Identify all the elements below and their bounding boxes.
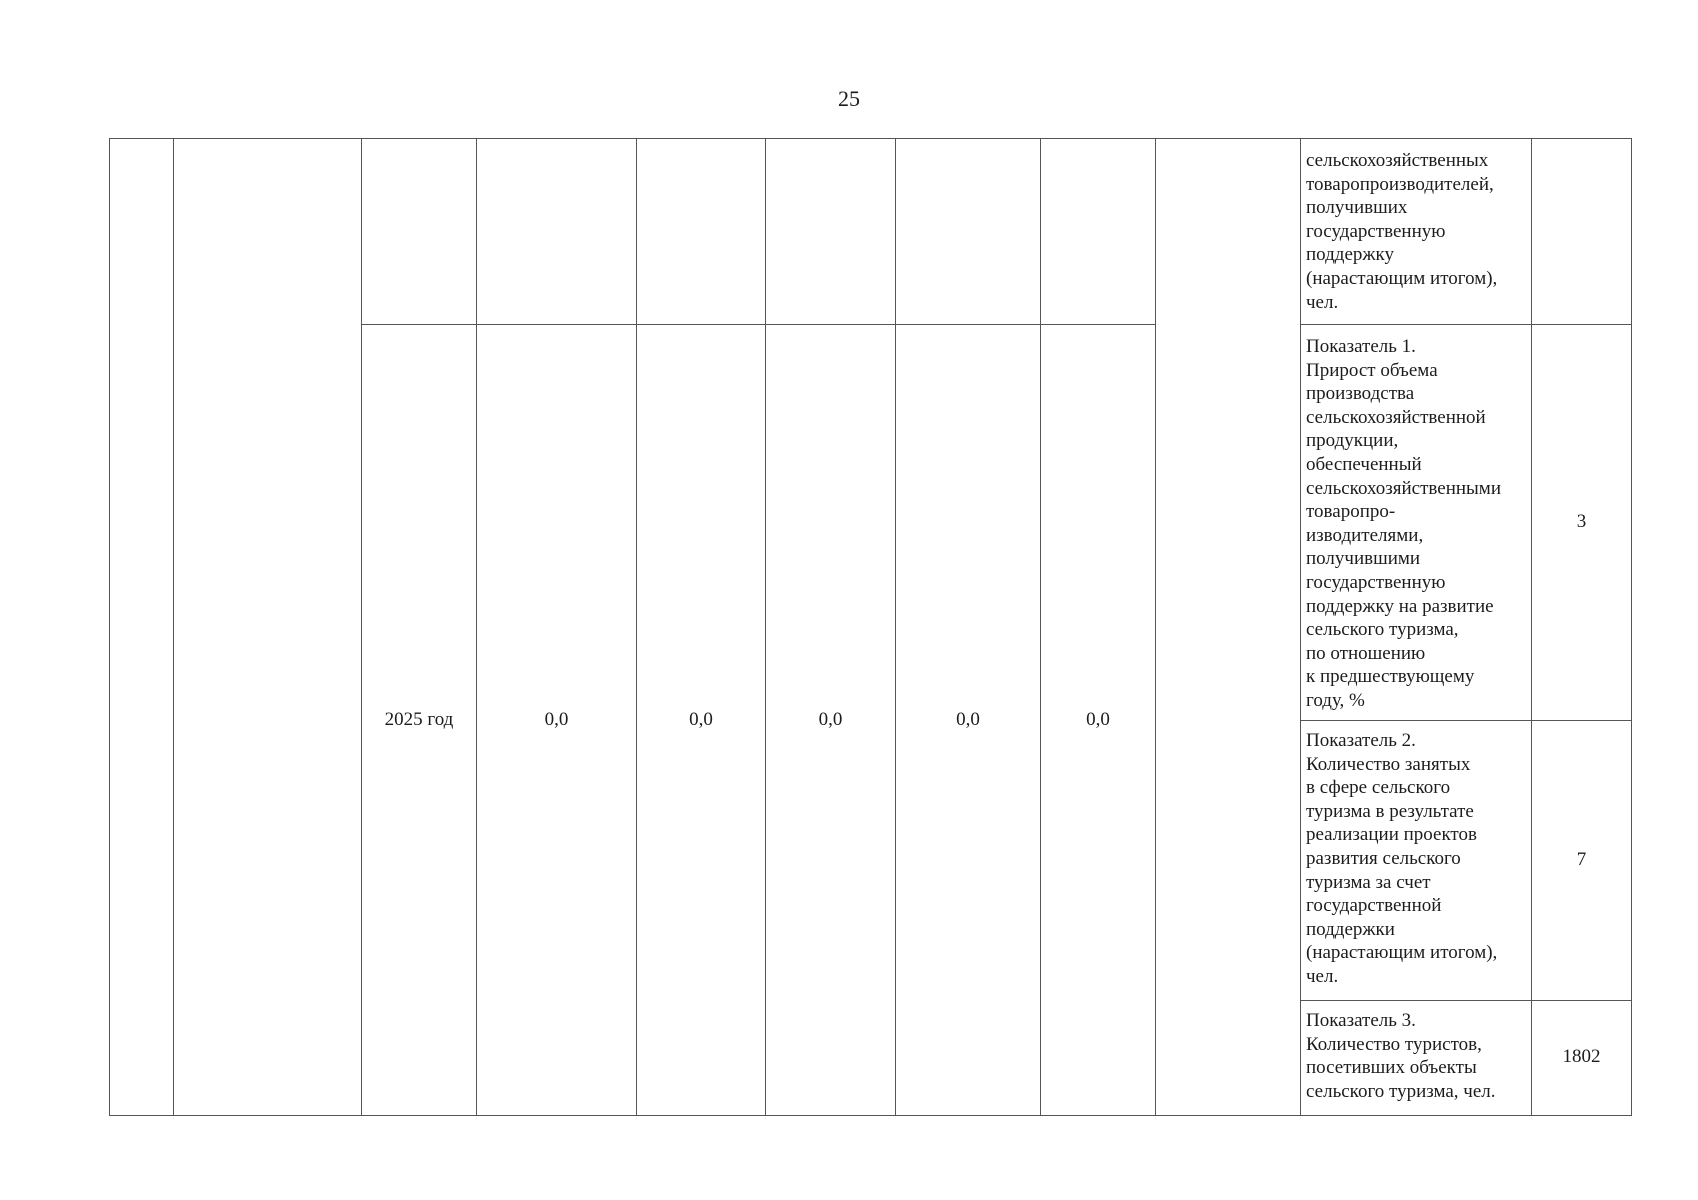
indicator-3-text: Показатель 3. Количество туристов, посетивших объекты сельского туризма, чел.	[1306, 1010, 1496, 1102]
row-divider	[1300, 720, 1632, 721]
column-divider	[1155, 138, 1156, 1116]
column-divider	[476, 138, 477, 1116]
row-divider	[1300, 1000, 1632, 1001]
amount-cell: 0,0	[956, 709, 980, 730]
row-divider	[361, 324, 1156, 325]
indicator-2-value: 7	[1576, 849, 1587, 870]
column-divider	[173, 138, 174, 1116]
column-divider	[1300, 138, 1301, 1116]
indicator-2-text: Показатель 2. Количество занятых в сфере сельского туризма в результате реализации проектов развития сельского туризма за счет государственной поддержки (нарастающим итогом), чел.	[1306, 730, 1498, 987]
table-border-left	[109, 138, 110, 1116]
amount-cell: 0,0	[818, 709, 843, 730]
amount-cell: 0,0	[689, 709, 713, 730]
table-border-top	[109, 138, 1632, 139]
column-divider	[1531, 138, 1532, 1116]
column-divider	[361, 138, 362, 1116]
column-divider	[1040, 138, 1041, 1116]
indicator-3-value: 1802	[1562, 1046, 1601, 1067]
indicator-1-value: 3	[1576, 511, 1587, 532]
table-border-bottom	[109, 1115, 1632, 1116]
column-divider	[895, 138, 896, 1116]
table-border-right	[1631, 138, 1632, 1116]
amount-cell: 0,0	[544, 709, 569, 730]
row-divider	[1300, 324, 1632, 325]
amount-cell: 0,0	[1086, 709, 1110, 730]
indicator-1-text: Показатель 1. Прирост объема производства сельскохозяйственной продукции, обеспеченный сельскохозяйственными товаропро- изводителями, получившими государственную поддержку на развитие сельского туризма, по отношению к предшествующему году, %	[1306, 336, 1501, 711]
column-divider	[636, 138, 637, 1116]
year-cell: 2025 год	[384, 709, 454, 730]
indicator-fragment-text: сельскохозяйственных товаропроизводителей, получивших государственную поддержку (нарастающим итогом), чел.	[1306, 150, 1498, 313]
page-number: 25	[838, 86, 860, 111]
column-divider	[765, 138, 766, 1116]
indicator-table	[109, 138, 1632, 1116]
